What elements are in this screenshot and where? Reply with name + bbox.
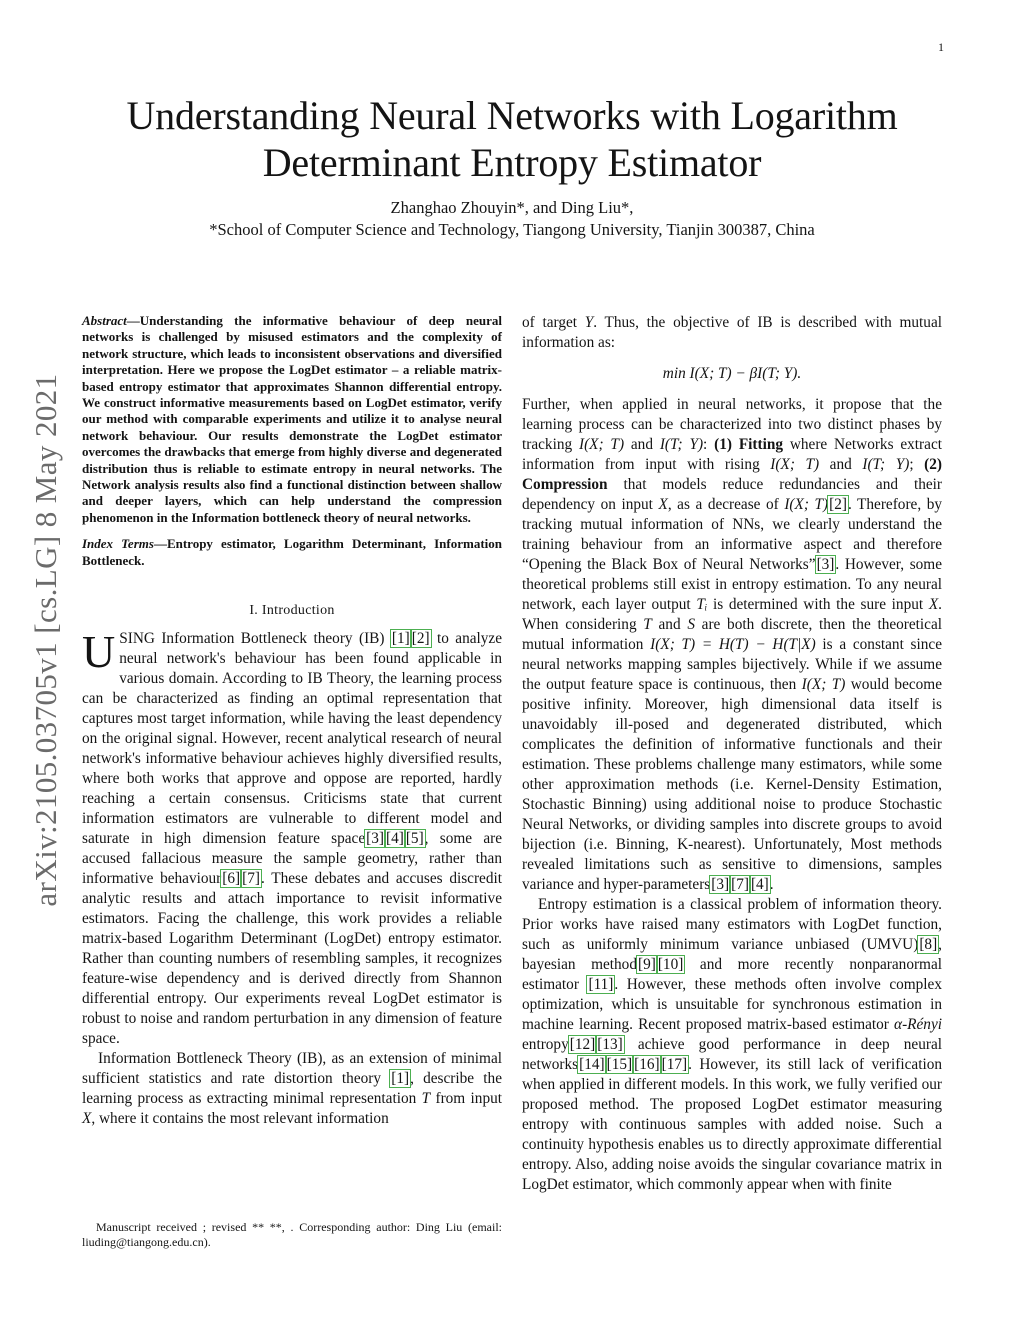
citation-link[interactable]: [4] xyxy=(385,830,404,848)
math-expression: α-Rényi xyxy=(894,1016,942,1033)
citation-link[interactable]: [15] xyxy=(606,1056,633,1073)
math-expression: I(X; T) xyxy=(578,436,625,453)
citation-link[interactable]: [12] xyxy=(569,1036,596,1053)
citation-link[interactable]: [13] xyxy=(597,1036,623,1053)
math-expression: I(X; T) = H(T) − H(T|X) xyxy=(650,636,816,653)
math-symbol: T xyxy=(421,1090,431,1108)
citation-link[interactable]: [8] xyxy=(919,936,938,953)
text-run: Entropy estimation is a classical problem of information theory. Prior works have raised many estimators with LogDet function, such as uniformly minimum variance unbiased (UMVU) xyxy=(522,896,942,953)
text-run: , where it contains the most relevant information xyxy=(91,1110,389,1128)
text-run: , as a decrease of xyxy=(667,496,785,513)
title-line-2: Determinant Entropy Estimator xyxy=(262,140,762,185)
text-run: entropy xyxy=(522,1036,569,1053)
citation-link[interactable]: [1] xyxy=(391,630,410,648)
math-symbol: X xyxy=(82,1110,92,1128)
text-run: ; xyxy=(909,456,925,473)
text-run: and more recently nonparanormal estimator xyxy=(522,956,942,993)
text-run: where Networks extract information from input with rising xyxy=(522,436,942,473)
text-run: SING Information Bottleneck theory (IB) xyxy=(119,630,391,648)
text-run: is determined with the sure input xyxy=(707,596,929,613)
math-expression: I(X; T) xyxy=(784,496,829,513)
abstract-text: —Understanding the informative behaviour of deep neural networks is challenged by misused estimators and the complexity of network structure, which leads to inconsistent observations and diversified interpretation. Here we propose the LogDet estimator – a reliable matrix-based entropy estimator that approximates Shannon differential entropy. We construct informative measurements based on LogDet estimator, verify our method with comparable experiments and utilize it to analyse neural network behaviour. Our results demonstrate the LogDet estimator overcomes the drawbacks that emerge from highly diverse and degenerated distribution thus is reliable to estimate entropy in neural networks. The Network analysis results also find a functional distinction between shallow and deeper layers, which can help understand the compression phenomenon in the Information bottleneck theory of neural networks. xyxy=(82,313,502,525)
abstract xyxy=(82,313,502,526)
citation-link[interactable]: [3] xyxy=(816,556,835,573)
text-run: of target xyxy=(522,314,585,331)
right-column xyxy=(522,313,942,1195)
citation-link[interactable]: [6] xyxy=(222,870,241,888)
text-run: . Thus, the objective of IB is described with mutual information as: xyxy=(522,314,942,351)
citation-link[interactable]: [11] xyxy=(588,976,614,993)
citation-link[interactable]: [5] xyxy=(405,830,424,848)
right-paragraph-0 xyxy=(522,313,942,353)
right-paragraph-1 xyxy=(522,395,942,895)
text-run: , bayesian method xyxy=(522,936,942,973)
text-run: Further, when applied in neural networks, it propose that the learning process can be characterized into two distinct phases by tracking xyxy=(522,396,942,453)
paper-title xyxy=(0,92,1024,186)
text-run: and xyxy=(819,456,863,473)
math-symbol: Tᵢ xyxy=(696,596,708,613)
text-run: from input xyxy=(430,1090,502,1108)
affiliation: *School of Computer Science and Technology, Tiangong University, Tianjin 300387, China xyxy=(209,220,815,239)
text-run: . Therefore, by tracking mutual information of NNs, we clearly understand the training behaviour from an informative aspect and therefore “Opening the Black Box of Neural Networks” xyxy=(522,496,942,573)
page-number: 1 xyxy=(938,40,944,54)
text-run: that models reduce redundancies and their dependency on input xyxy=(522,476,942,513)
math-symbol: X xyxy=(928,596,939,613)
text-run: Information Bottleneck Theory (IB), as an extension of minimal sufficient statistics and rate distortion theory xyxy=(82,1050,502,1088)
citation-link[interactable]: [3] xyxy=(366,830,384,848)
citation-link[interactable]: [7] xyxy=(731,876,749,893)
text-run: achieve good performance in deep neural networks xyxy=(522,1036,942,1073)
text-run: . However, its still lack of verification when applied in different models. In this work, we fully verified our proposed method. The proposed LogDet estimator measuring entropy with continuous samples with added noise. Such a continuity hypothesis enables us to directly approximate differential entropy. Also, adding noise avoids the singular covariance matrix in LogDet estimator, which commonly appear when with finite xyxy=(522,1056,942,1193)
math-expression: I(X; T) xyxy=(801,676,846,693)
citation-link[interactable]: [7] xyxy=(242,870,260,888)
text-run: is a constant since neural networks mapping samples bijectively. While if we assume the output feature space is continuous, then xyxy=(522,636,942,693)
citation-link[interactable]: [10] xyxy=(657,956,684,973)
citation-link[interactable]: [14] xyxy=(579,1056,605,1073)
section-heading: I. Introduction xyxy=(249,603,335,619)
text-run: , describe the learning process as extracting minimal representation xyxy=(82,1070,502,1108)
citation-link[interactable]: [4] xyxy=(750,876,769,893)
math-expression: I(T; Y) xyxy=(659,436,704,453)
text-run: are both discrete, then the theoretical mutual information xyxy=(522,616,942,653)
left-column xyxy=(82,313,502,1129)
right-paragraph-2 xyxy=(522,895,942,1195)
intro-paragraph-2 xyxy=(82,1049,502,1129)
citation-link[interactable]: [9] xyxy=(637,956,656,973)
math-symbol: S xyxy=(687,616,695,633)
abstract-label: Abstract xyxy=(82,313,127,328)
intro-paragraph-1 xyxy=(82,626,502,1049)
text-run: : xyxy=(703,436,715,453)
index-terms xyxy=(82,536,502,569)
text-run: . However, some theoretical problems still exist in entropy estimation. To any neural network, each layer output xyxy=(522,556,942,613)
math-symbol: T xyxy=(643,616,652,633)
text-run: . However, these methods often involve complex optimization, which is unsuitable for synchronous estimation in machine learning. Recent proposed matrix-based estimator xyxy=(522,976,942,1033)
text-run: to analyze neural network's behaviour has been found applicable in various domain. According to IB Theory, the learning process can be characterized as finding an optimal representation that captures most target information, while having the least dependency on the original signal. However, recent analytical research of neural network's informative behaviour achieves highly diversified results, where both works that approve and oppose are reported, hardly reaching a certain consensus. Criticisms state that current information estimators are vulnerable to different model and saturate in high dimension feature space xyxy=(82,630,502,848)
citation-link[interactable]: [3] xyxy=(711,876,730,893)
citation-link[interactable]: [2] xyxy=(829,496,847,513)
text-run: . When considering xyxy=(522,596,942,633)
math-symbol: Y xyxy=(584,314,594,331)
authors: Zhanghao Zhouyin*, and Ding Liu*, xyxy=(390,198,634,217)
text-run: would become positive infinity. Moreover, high dimensional data itself is unavoidably ill-posed and degenerated distributed, which complicates the definition of informative functionals and their estimation. These problems challenge many estimators, while some other approximation methods (i.e. Kernel-Density Estimation, Stochastic Binning) using additional noise to produce Stochastic Neural Networks, or dividing samples into discrete groups to avoid bijection (i.e. Binning, K-nearest). Unfortunately, Most methods revealed limitations such as sensitive to dimensions, samples variance and hyper-parameters xyxy=(522,676,942,893)
footnote: Manuscript received ; revised ** **, . Corresponding author: Ding Liu (email: liuding@tiangong.edu.cn). xyxy=(82,1220,502,1249)
citation-link[interactable]: [16] xyxy=(634,1056,660,1073)
text-run: . These debates and accuses discredit analytic results and attach importance to revisit informative estimators. Facing the challenge, this work provides a reliable matrix-based Logarithm Determinant (LogDet) entropy estimator. Rather than counting numbers of resembling samples, it recognizes feature-wise dependency and is derived directly from Shannon differential entropy. Our experiments reveal LogDet estimator is robust to noise and random perturbation in any dimension of feature space. xyxy=(82,870,502,1048)
title-line-1: Understanding Neural Networks with Logarithm xyxy=(126,93,898,138)
citation-link[interactable]: [1] xyxy=(391,1070,410,1088)
math-expression: I(T; Y) xyxy=(862,456,910,473)
index-terms-label: Index Terms xyxy=(82,536,154,552)
text-run: and xyxy=(651,616,688,633)
citation-link[interactable]: [2] xyxy=(411,630,430,648)
intro-body xyxy=(82,626,502,1129)
fitting-term: (1) Fitting xyxy=(714,436,784,453)
arxiv-stamp: arXiv:2105.03705v1 [cs.LG] 8 May 2021 xyxy=(28,373,63,907)
math-symbol: X xyxy=(658,496,668,513)
math-expression: I(X; T) xyxy=(770,456,820,473)
text-run: . xyxy=(769,876,774,893)
compression-term: (2) Compression xyxy=(522,456,942,493)
index-terms-text: —Entropy estimator, Logarithm Determinant, Information Bottleneck. xyxy=(82,536,502,568)
text-run: and xyxy=(624,436,660,453)
text-run: , some are accused fallacious measure the sample geometry, rather than informative behaviour xyxy=(82,830,502,888)
drop-cap: U xyxy=(82,626,116,678)
ib-objective-formula: min I(X; T) − βI(T; Y). xyxy=(662,365,802,382)
citation-link[interactable]: [17] xyxy=(661,1056,688,1073)
